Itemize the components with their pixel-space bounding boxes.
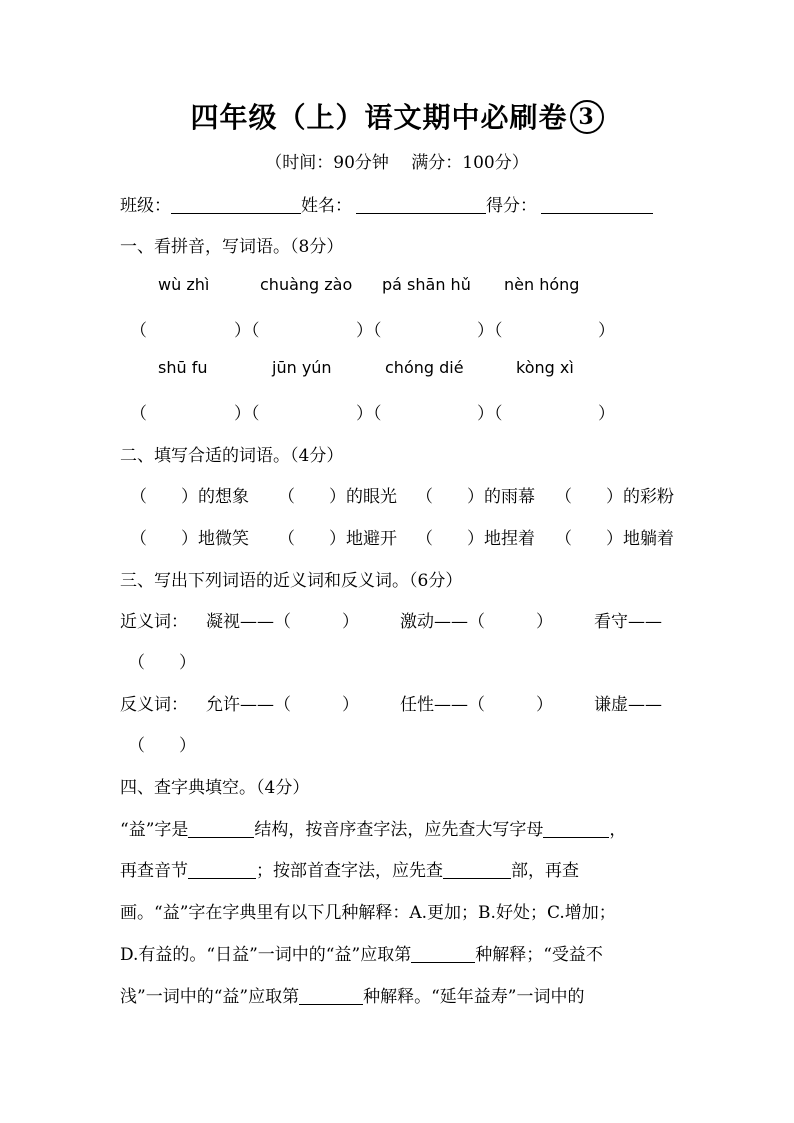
page-title — [0, 96, 794, 136]
class-label: 班级： — [120, 196, 171, 216]
dict-text-4b: 种解释；“受益不 — [475, 945, 603, 965]
answer-box-6-close[interactable]: ）（ — [356, 404, 382, 424]
class-field[interactable] — [171, 195, 301, 214]
section3-heading: 三、写出下列词语的近义词和反义词。（6分） — [120, 571, 463, 591]
antonym-item-3-blank[interactable]: （ ） — [128, 736, 196, 756]
answer-box-8-close[interactable]: ） — [598, 404, 615, 424]
section4-heading: 四、查字典填空。（4分） — [120, 778, 310, 798]
fill-item-7[interactable]: （ ）地捏着 — [416, 529, 535, 549]
antonym-item-1[interactable]: 允许——（ ） — [206, 695, 359, 715]
shouyi-meaning-blank[interactable] — [299, 986, 363, 1005]
fill-item-1[interactable]: （ ）的想象 — [130, 487, 249, 507]
antonym-item-3[interactable]: 谦虚—— — [594, 695, 662, 715]
dict-text-2a: 再查音节 — [120, 861, 188, 881]
synonym-item-1[interactable]: 凝视——（ ） — [206, 612, 359, 632]
fill-item-5[interactable]: （ ）地微笑 — [130, 529, 249, 549]
pinyin-6: jūn yún — [272, 358, 332, 377]
pinyin-4: nèn hóng — [504, 275, 580, 294]
dict-line-5 — [120, 982, 584, 1007]
dict-text-2b: ；按部首查字法，应先查 — [256, 861, 443, 881]
radical-blank[interactable] — [443, 860, 511, 879]
title-number-circle: 3 — [570, 100, 604, 134]
section1-heading: 一、看拼音，写词语。（8分） — [120, 237, 344, 257]
antonym-label: 反义词： — [120, 695, 188, 715]
name-field[interactable] — [356, 195, 486, 214]
pinyin-2: chuàng zào — [260, 275, 353, 294]
dict-text-4a: D.有益的。“日益”一词中的“益”应取第 — [120, 945, 412, 965]
name-label: 姓名： — [301, 196, 352, 216]
dict-line-4 — [120, 940, 603, 965]
score-field[interactable] — [541, 195, 653, 214]
dict-text-1a: “益”字是 — [120, 820, 189, 840]
dict-line-1 — [120, 815, 626, 840]
synonym-label: 近义词： — [120, 612, 188, 632]
pinyin-1: wù zhì — [158, 275, 210, 294]
answer-box-7-close[interactable]: ）（ — [477, 404, 503, 424]
student-info-line — [120, 191, 653, 216]
answer-box-1-close: ）（ — [234, 321, 260, 341]
dict-line-2 — [120, 856, 579, 881]
fill-item-2[interactable]: （ ）的眼光 — [278, 487, 397, 507]
fill-item-6[interactable]: （ ）地避开 — [278, 529, 397, 549]
pinyin-7: chóng dié — [385, 358, 464, 377]
capital-letter-blank[interactable] — [543, 819, 609, 838]
dict-text-5b: 种解释。“延年益寿”一词中的 — [363, 987, 585, 1007]
fill-item-4[interactable]: （ ）的彩粉 — [555, 487, 674, 507]
title-text: 四年级（上）语文期中必刷卷 — [190, 101, 568, 134]
synonym-item-2[interactable]: 激动——（ ） — [400, 612, 553, 632]
dict-text-5a: 浅”一词中的“益”应取第 — [120, 987, 300, 1007]
answer-box-3-close[interactable]: ）（ — [477, 321, 503, 341]
answer-box-4-close[interactable]: ） — [598, 321, 615, 341]
answer-box-2-close[interactable]: ）（ — [356, 321, 382, 341]
syllable-blank[interactable] — [188, 860, 256, 879]
answer-box-5-close: ）（ — [234, 404, 260, 424]
score-label: 得分： — [486, 196, 537, 216]
synonym-item-3-blank[interactable]: （ ） — [128, 653, 196, 673]
antonym-item-2[interactable]: 任性——（ ） — [400, 695, 553, 715]
synonym-item-3[interactable]: 看守—— — [594, 612, 662, 632]
pinyin-3: pá shān hǔ — [382, 275, 471, 294]
dict-text-2c: 部，再查 — [511, 861, 579, 881]
pinyin-8: kòng xì — [516, 358, 574, 377]
fill-item-8[interactable]: （ ）地躺着 — [555, 529, 674, 549]
answer-box-5[interactable]: （ — [130, 404, 147, 424]
section2-heading: 二、填写合适的词语。（4分） — [120, 446, 344, 466]
fill-item-3[interactable]: （ ）的雨幕 — [416, 487, 535, 507]
dict-line-3: 画。“益”字在字典里有以下几种解释：A.更加；B.好处；C.增加； — [120, 903, 616, 923]
pinyin-5: shū fu — [158, 358, 208, 377]
answer-box-1[interactable]: （ — [130, 321, 147, 341]
dict-text-1c: ， — [609, 820, 627, 840]
exam-subtitle: （时间：90分钟 满分：100分） — [265, 153, 529, 173]
structure-blank[interactable] — [188, 819, 254, 838]
riyi-meaning-blank[interactable] — [411, 944, 475, 963]
dict-text-1b: 结构，按音序查字法，应先查大写字母 — [254, 820, 544, 840]
